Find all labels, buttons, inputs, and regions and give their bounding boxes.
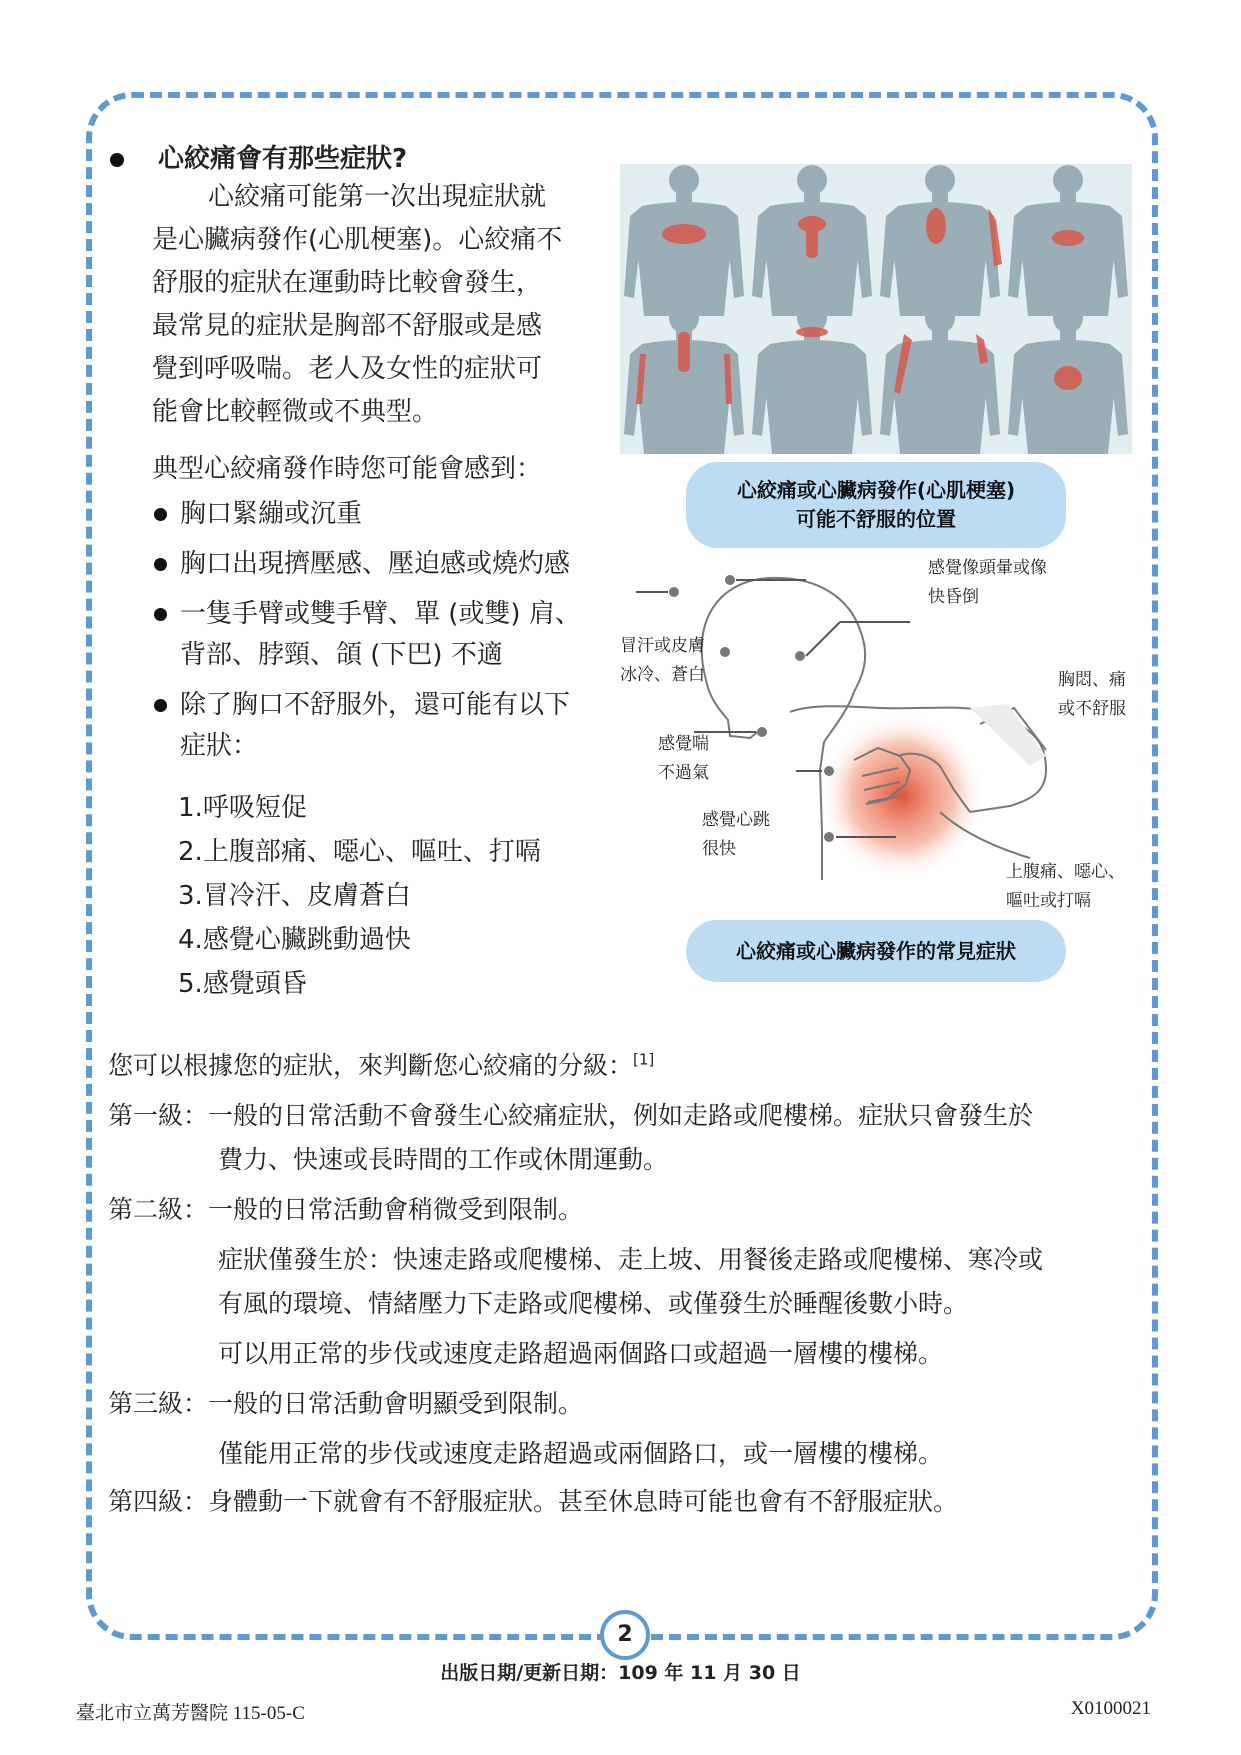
page-number: 2 (600, 1610, 650, 1660)
list-item: 2.上腹部痛、噁心、嘔吐、打嗝 (178, 837, 541, 867)
numbered-symptom-list (178, 786, 541, 1006)
document-code: X0100021 (1070, 1698, 1151, 1719)
pain-location-figure (620, 164, 1132, 454)
angina-grades (108, 1046, 1148, 1526)
hospital-name: 臺北市立萬芳醫院 115-05-C (76, 1703, 305, 1724)
reference-mark: [1] (633, 1050, 655, 1069)
label-breath: 感覺喘 不過氣 (658, 734, 709, 783)
list-item: 一隻手臂或雙手臂、單 (或雙) 肩、 背部、脖頸、頜 (下巴) 不適 (152, 594, 602, 676)
list-item: 胸口出現擠壓感、壓迫感或燒灼感 (152, 544, 602, 585)
grade-2-text: 有風的環境、情緒壓力下走路或爬樓梯、或僅發生於睡醒後數小時。 (218, 1289, 969, 1318)
torso-silhouettes-image (620, 164, 1132, 454)
grade-3-text: 僅能用正常的步伐或速度走路超過或兩個路口，或一層樓的樓梯。 (218, 1439, 944, 1468)
grade-2-text: 可以用正常的步伐或速度走路超過兩個路口或超過一層樓的樓梯。 (218, 1339, 944, 1368)
list-item: 5.感覺頭昏 (178, 969, 307, 999)
bullet-icon (110, 153, 124, 167)
figure-caption: 心絞痛或心臟病發作的常見症狀 (686, 920, 1066, 982)
label-dizzy: 感覺像頭暈或像 快昏倒 (928, 558, 1047, 607)
list-item: 1.呼吸短促 (178, 793, 307, 823)
publish-date: 出版日期/更新日期：109 年 11 月 30 日 (440, 1662, 801, 1684)
symptom-bullet-list (152, 494, 602, 776)
list-item: 除了胸口不舒服外，還可能有以下 症狀： (152, 685, 602, 767)
list-item: 4.感覺心臟跳動過快 (178, 925, 411, 955)
grade-3: 第三級：一般的日常活動會明顯受到限制。 (108, 1389, 584, 1418)
label-sweat: 冒汗或皮膚 冰冷、蒼白 (620, 636, 705, 685)
grade-2-text: 症狀僅發生於：快速走路或爬樓梯、走上坡、用餐後走路或爬樓梯、寒冷或 (218, 1245, 1044, 1274)
typical-intro: 典型心絞痛發作時您可能會感到： (152, 454, 543, 484)
grades-intro: 您可以根據您的症狀，來判斷您心絞痛的分級：[1] (108, 1050, 655, 1080)
label-chest: 胸悶、痛 或不舒服 (1058, 670, 1126, 719)
figure-caption: 心絞痛或心臟病發作(心肌梗塞) 可能不舒服的位置 (686, 462, 1066, 548)
section-heading: 心絞痛會有那些症狀? (110, 138, 407, 175)
grade-1-text: 費力、快速或長時間的工作或休閒運動。 (218, 1145, 669, 1174)
grade-1: 第一級：一般的日常活動不會發生心絞痛症狀，例如走路或爬樓梯。症狀只會發生於 (108, 1101, 1034, 1130)
list-item: 胸口緊繃或沉重 (152, 494, 602, 535)
grade-4: 第四級：身體動一下就會有不舒服症狀。甚至休息時可能也會有不舒服症狀。 (108, 1487, 959, 1516)
symptoms-figure (610, 560, 1140, 920)
label-heart: 感覺心跳 很快 (702, 810, 770, 859)
label-stomach: 上腹痛、噁心、 嘔吐或打嗝 (1006, 862, 1125, 911)
list-item: 3.冒冷汗、皮膚蒼白 (178, 881, 411, 911)
intro-paragraph: 心絞痛可能第一次出現症狀就 是心臟病發作(心肌梗塞)。心絞痛不 舒服的症狀在運動時比較會發生， 最常見的症狀是胸部不舒服或是感 覺到呼吸喘。老人及女性的症狀可 能會比較輕微或不典型。 (152, 182, 563, 427)
grade-2: 第二級：一般的日常活動會稍微受到限制。 (108, 1195, 584, 1224)
